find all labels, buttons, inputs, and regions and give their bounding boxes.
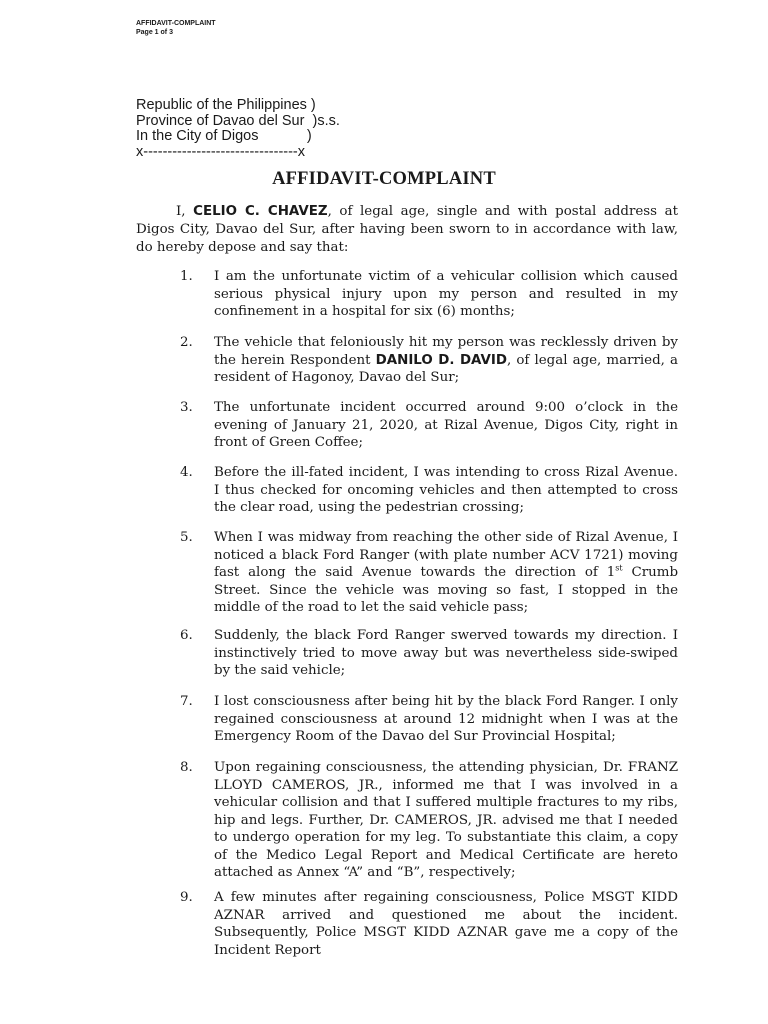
paragraph-number: 5. — [180, 530, 193, 545]
paragraph-text-part: , of legal age, married, a resident of Hagonoy, Davao del Sur; — [214, 352, 679, 385]
paragraph-text: Suddenly, the black Ford Ranger swerved towards my direction. I instinctively tried to move away but was nevertheless side-swiped by the said vehicle; — [214, 628, 678, 678]
intro-text: I, — [176, 204, 194, 219]
numbered-paragraph — [136, 268, 678, 321]
paragraph-text-part: Crumb Street. Since the vehicle was moving so fast, I stopped in the middle of the road to let the said vehicle pass; — [214, 565, 679, 615]
numbered-paragraph — [136, 693, 678, 746]
paragraph-number: 1. — [180, 269, 193, 284]
numbered-paragraph — [136, 529, 678, 617]
paragraph-number: 7. — [180, 694, 193, 709]
paragraph-text-part: The vehicle that feloniously hit my person was recklessly driven by the herein Respondent — [214, 335, 678, 368]
page-header — [136, 19, 216, 37]
paragraph-text: A few minutes after regaining consciousness, Police MSGT KIDD AZNAR arrived and questioned me about the incident. Subsequently, Police MSGT KIDD AZNAR gave me a copy of the Incident Report — [214, 890, 678, 958]
venue-line: Republic of the Philippines ) — [136, 97, 316, 113]
venue-line: In the City of Digos ) — [136, 128, 312, 144]
intro-text: , of legal age, single and with postal address at Digos City, Davao del Sur, after having been sworn to in accordance with law, do hereby depose and say that: — [136, 204, 678, 255]
numbered-paragraph — [136, 627, 678, 680]
venue-block — [136, 98, 436, 160]
numbered-paragraph — [136, 464, 678, 517]
paragraph-number: 4. — [180, 465, 193, 480]
venue-line: Province of Davao del Sur )s.s. — [136, 112, 340, 129]
paragraph-text: I am the unfortunate victim of a vehicular collision which caused serious physical injury upon my person and resulted in my confinement in a hospital for six (6) months; — [214, 269, 678, 319]
paragraph-text-part: When I was midway from reaching the other side of Rizal Avenue, I noticed a black Ford Ranger (with plate number ACV 1721) moving fast along the said Avenue towards the direction of 1 — [214, 530, 678, 580]
numbered-paragraph — [136, 889, 678, 959]
paragraph-text — [214, 334, 678, 387]
paragraph-number: 2. — [180, 335, 193, 350]
paragraph-number: 6. — [180, 628, 193, 643]
intro-paragraph — [136, 203, 678, 257]
paragraph-text: Upon regaining consciousness, the attending physician, Dr. FRANZ LLOYD CAMEROS, JR., informed me that I was involved in a vehicular collision and that I suffered multiple fractures to my ribs, hip and legs. Further, Dr. CAMEROS, JR. advised me that I needed to undergo operation for my leg. To substantiate this claim, a copy of the Medico Legal Report and Medical Certificate are hereto attached as Annex “A” and “B”, respectively; — [214, 760, 678, 880]
paragraph-number: 3. — [180, 400, 193, 415]
numbered-paragraph — [136, 759, 678, 882]
document-title: AFFIDAVIT-COMPLAINT — [272, 169, 496, 189]
numbered-paragraph — [136, 334, 678, 387]
respondent-name: DANILO D. DAVID — [375, 352, 507, 368]
paragraph-number: 9. — [180, 890, 193, 905]
numbered-paragraph — [136, 399, 678, 452]
venue-separator: x--------------------------------x — [136, 143, 306, 160]
paragraph-text — [214, 529, 678, 617]
paragraph-text: Before the ill-fated incident, I was intending to cross Rizal Avenue. I thus checked for oncoming vehicles and then attempted to cross the clear road, using the pedestrian crossing; — [214, 465, 678, 515]
paragraph-text: I lost consciousness after being hit by the black Ford Ranger. I only regained consciousness at around 12 midnight when I was at the Emergency Room of the Davao del Sur Provincial Hospital; — [214, 694, 678, 744]
paragraph-text: The unfortunate incident occurred around 9:00 o’clock in the evening of January 21, 2020, at Rizal Avenue, Digos City, right in front of Green Coffee; — [214, 400, 678, 450]
affiant-name: CELIO C. CHAVEZ — [193, 204, 328, 219]
header-title: AFFIDAVIT-COMPLAINT — [136, 20, 216, 27]
paragraph-number: 8. — [180, 760, 193, 775]
ordinal-suffix: st — [615, 563, 623, 573]
header-page-number: Page 1 of 3 — [136, 29, 173, 36]
